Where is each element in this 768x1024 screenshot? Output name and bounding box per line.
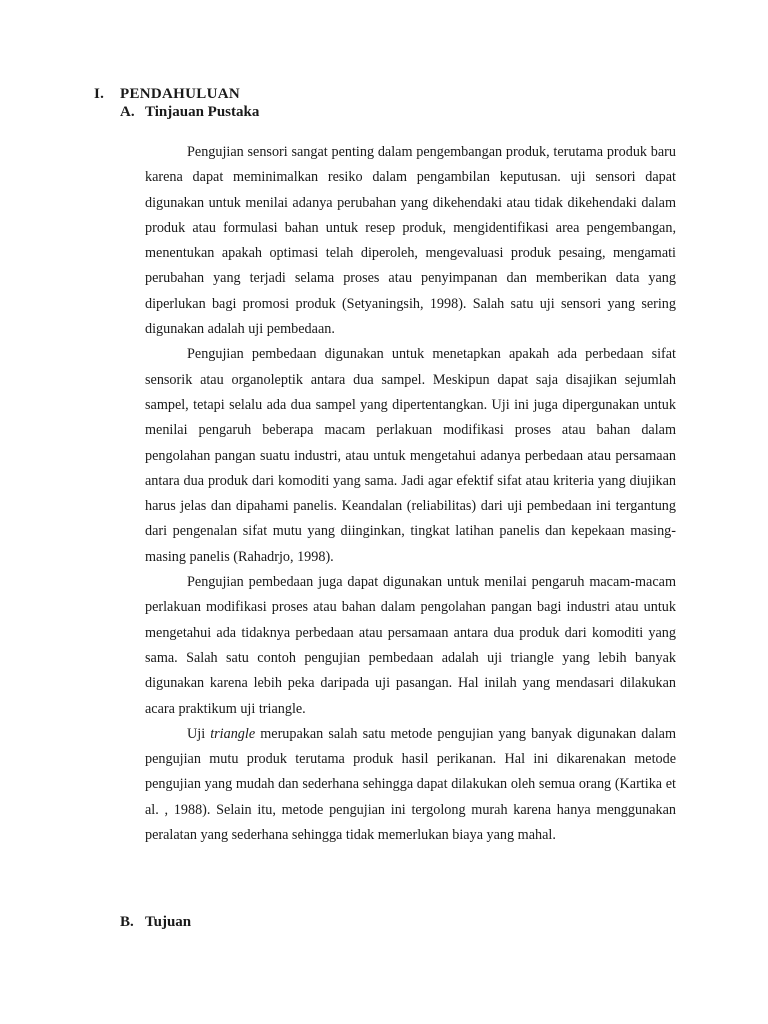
- section-b-number: B.: [120, 914, 134, 930]
- paragraph-4-rest: merupakan salah satu metode pengujian yang banyak digunakan dalam pengujian mutu produk terutama produk hasil perikanan. Hal ini dikarenakan metode pengujian yang mudah dan sederhana sehingga dapat dilakukan oleh semua orang (Kartika et al. , 1988). Selain itu, metode pengujian ini tergolong murah karena hanya menggunakan peralatan yang sederhana sehingga tidak memerlukan biaya yang mahal.: [145, 725, 676, 844]
- section-a-heading: [120, 104, 259, 121]
- paragraph-2: Pengujian pembedaan digunakan untuk menetapkan apakah ada perbedaan sifat sensorik atau organoleptik antara dua sampel. Meskipun dapat saja disajikan sejumlah sampel, tetapi selalu ada dua sampel yang dipertentangkan. Uji ini juga dipergunakan untuk menilai pengaruh beberapa macam perlakuan modifikasi proses atau bahan dalam pengolahan pangan suatu industri, atau untuk mengetahui adanya perbedaan atau persamaan antara dua produk dari komoditi yang sama. Jadi agar efektif sifat atau kriteria yang diujikan harus jelas dan dipahami panelis. Keandalan (reliabilitas) dari uji pembedaan ini tergantung dari pengenalan sifat mutu yang diinginkan, tingkat latihan panelis dan kepekaan masing-masing panelis (Rahadrjo, 1998).: [145, 346, 676, 565]
- paragraph-4: [145, 722, 676, 848]
- section-a-number: A.: [120, 104, 135, 120]
- paragraph-3: Pengujian pembedaan juga dapat digunakan untuk menilai pengaruh macam-macam perlakuan modifikasi proses atau bahan dalam pengolahan pangan bagi industri atau untuk mengetahui ada tidaknya perbedaan atau persamaan antara dua produk dari komoditi yang sama. Salah satu contoh pengujian pembedaan adalah uji triangle yang lebih banyak digunakan karena lebih peka daripada uji pasangan. Hal inilah yang mendasari dilakukan acara praktikum uji triangle.: [145, 574, 676, 717]
- paragraph-1: Pengujian sensori sangat penting dalam pengembangan produk, terutama produk baru karena dapat meminimalkan resiko dalam pengambilan keputusan. uji sensori dapat digunakan untuk menilai adanya perubahan yang dikehendaki atau tidak dikehendaki dalam produk atau formulasi bahan untuk resep produk, mengidentifikasi area pengembangan, menentukan apakah optimasi telah diperoleh, mengevaluasi produk pesaing, mengamati perubahan yang terjadi selama proses atau penyimpanan dan memberikan data yang diperlukan bagi promosi produk (Setyaningsih, 1998). Salah satu uji sensori yang sering digunakan adalah uji pembedaan.: [145, 144, 676, 338]
- triangle-term: triangle: [210, 725, 256, 742]
- section-a-body: [145, 140, 676, 848]
- section-b-heading: [120, 914, 191, 931]
- chapter-number: I.: [94, 86, 105, 102]
- chapter-heading: [94, 86, 240, 103]
- section-b-title: Tujuan: [145, 914, 192, 930]
- chapter-title: PENDAHULUAN: [120, 86, 240, 102]
- paragraph-4-lead: Uji: [187, 725, 211, 742]
- section-a-title: Tinjauan Pustaka: [145, 104, 260, 120]
